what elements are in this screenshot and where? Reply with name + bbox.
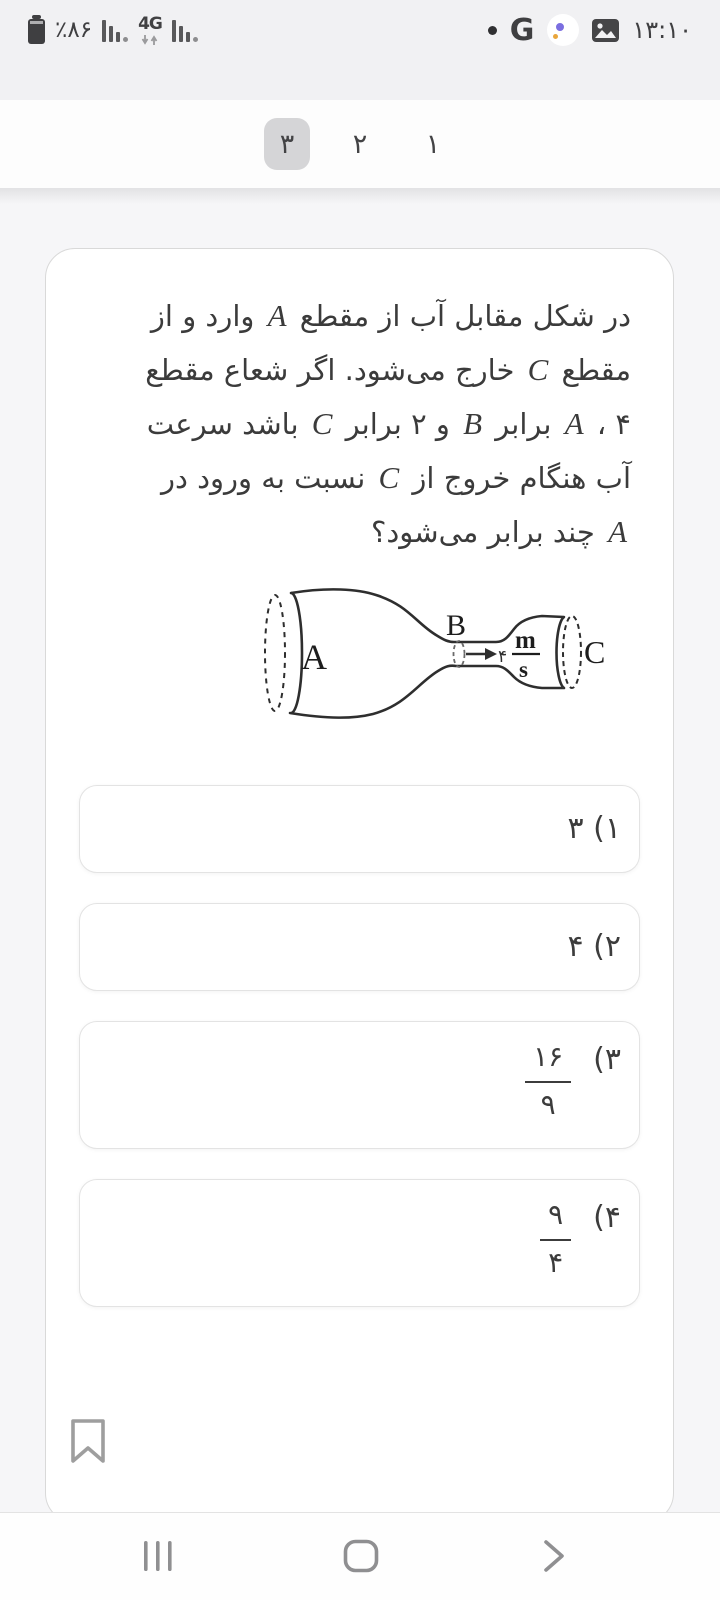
question-line xyxy=(86,397,631,451)
question-text-segment: وارد و از xyxy=(150,299,264,333)
section-b-label: B xyxy=(446,609,467,642)
question-line xyxy=(86,289,631,343)
question-line xyxy=(86,451,631,505)
question-text-segment: نسبت به ورود در xyxy=(161,461,375,495)
question-text-segment: خارج می‌شود. اگر شعاع مقطع xyxy=(145,353,524,387)
option-3-fraction xyxy=(525,1038,571,1123)
math-letter: A xyxy=(267,298,287,333)
network-type-label: 4G xyxy=(138,13,162,34)
status-bar-area xyxy=(0,0,720,100)
bookmark-icon[interactable] xyxy=(68,1418,108,1464)
option-2[interactable] xyxy=(79,903,640,991)
back-button[interactable] xyxy=(542,1539,566,1573)
unit-denominator-label: s xyxy=(519,657,528,682)
math-letter: B xyxy=(463,406,483,441)
battery-percent: ٪۸۶ xyxy=(55,17,93,43)
battery-icon xyxy=(28,19,45,44)
math-letter: C xyxy=(311,406,333,441)
math-letter: C xyxy=(378,460,400,495)
option-4-denominator: ۴ xyxy=(548,1246,564,1279)
notification-dot-icon xyxy=(488,26,497,35)
pipe-diagram xyxy=(258,565,623,723)
assistant-icon xyxy=(547,14,579,46)
section-b-dashed-opening xyxy=(454,641,465,667)
option-4-fraction xyxy=(540,1196,571,1281)
question-tabs xyxy=(0,100,720,188)
section-c-label: C xyxy=(584,634,606,670)
speed-value-label: ۴ xyxy=(498,647,508,667)
gallery-icon xyxy=(592,19,619,42)
option-4-label: ۴) xyxy=(593,1200,621,1235)
tab-question-2[interactable]: ۲ xyxy=(352,128,368,160)
option-3-numerator: ۱۶ xyxy=(525,1038,571,1083)
option-3[interactable] xyxy=(79,1021,640,1149)
question-line xyxy=(86,505,631,559)
signal-icon xyxy=(102,18,128,42)
clock-label: ۱۳:۱۰ xyxy=(632,16,692,44)
option-1-label: ۱) ۳ xyxy=(567,811,621,846)
data-arrows-icon xyxy=(141,35,159,45)
question-text-segment: مقطع xyxy=(552,353,631,387)
status-left-cluster xyxy=(28,13,198,45)
tab-question-1[interactable]: ۱ xyxy=(425,128,441,160)
option-3-denominator: ۹ xyxy=(540,1088,556,1121)
question-line xyxy=(86,343,631,397)
android-nav-bar xyxy=(0,1512,720,1600)
question-text-segment: آب هنگام خروج از xyxy=(403,461,631,495)
math-letter: C xyxy=(527,352,549,387)
question-text-segment: و ۲ برابر xyxy=(336,407,460,441)
section-a-label: A xyxy=(301,637,327,677)
option-3-label: ۳) xyxy=(593,1042,621,1077)
question-text-segment: باشد سرعت xyxy=(146,407,308,441)
status-right-cluster xyxy=(488,13,692,48)
signal-icon-2 xyxy=(172,18,198,42)
network-indicator xyxy=(138,13,162,45)
google-icon: G xyxy=(509,12,535,48)
math-letter: A xyxy=(608,514,627,549)
option-2-label: ۲) ۴ xyxy=(567,929,621,964)
question-text xyxy=(46,249,673,559)
option-4[interactable] xyxy=(79,1179,640,1307)
math-letter: A xyxy=(564,406,584,441)
option-4-numerator: ۹ xyxy=(540,1196,571,1241)
question-card xyxy=(45,248,674,1523)
flow-arrowhead xyxy=(485,648,497,660)
tab-question-3[interactable]: ۳ xyxy=(264,118,310,170)
status-bar xyxy=(0,0,720,60)
answer-options xyxy=(79,785,640,1307)
question-text-segment: ، ۴ برابر xyxy=(486,407,631,441)
option-1[interactable] xyxy=(79,785,640,873)
section-a-dashed-opening xyxy=(265,595,285,711)
home-button[interactable] xyxy=(343,1539,379,1573)
question-text-segment: چند برابر می‌شود؟ xyxy=(371,515,605,549)
recents-button[interactable] xyxy=(142,1539,174,1573)
question-text-segment: در شکل مقابل آب از مقطع xyxy=(290,299,631,333)
section-c-dashed-opening xyxy=(563,616,581,688)
unit-numerator-label: m xyxy=(515,627,536,654)
